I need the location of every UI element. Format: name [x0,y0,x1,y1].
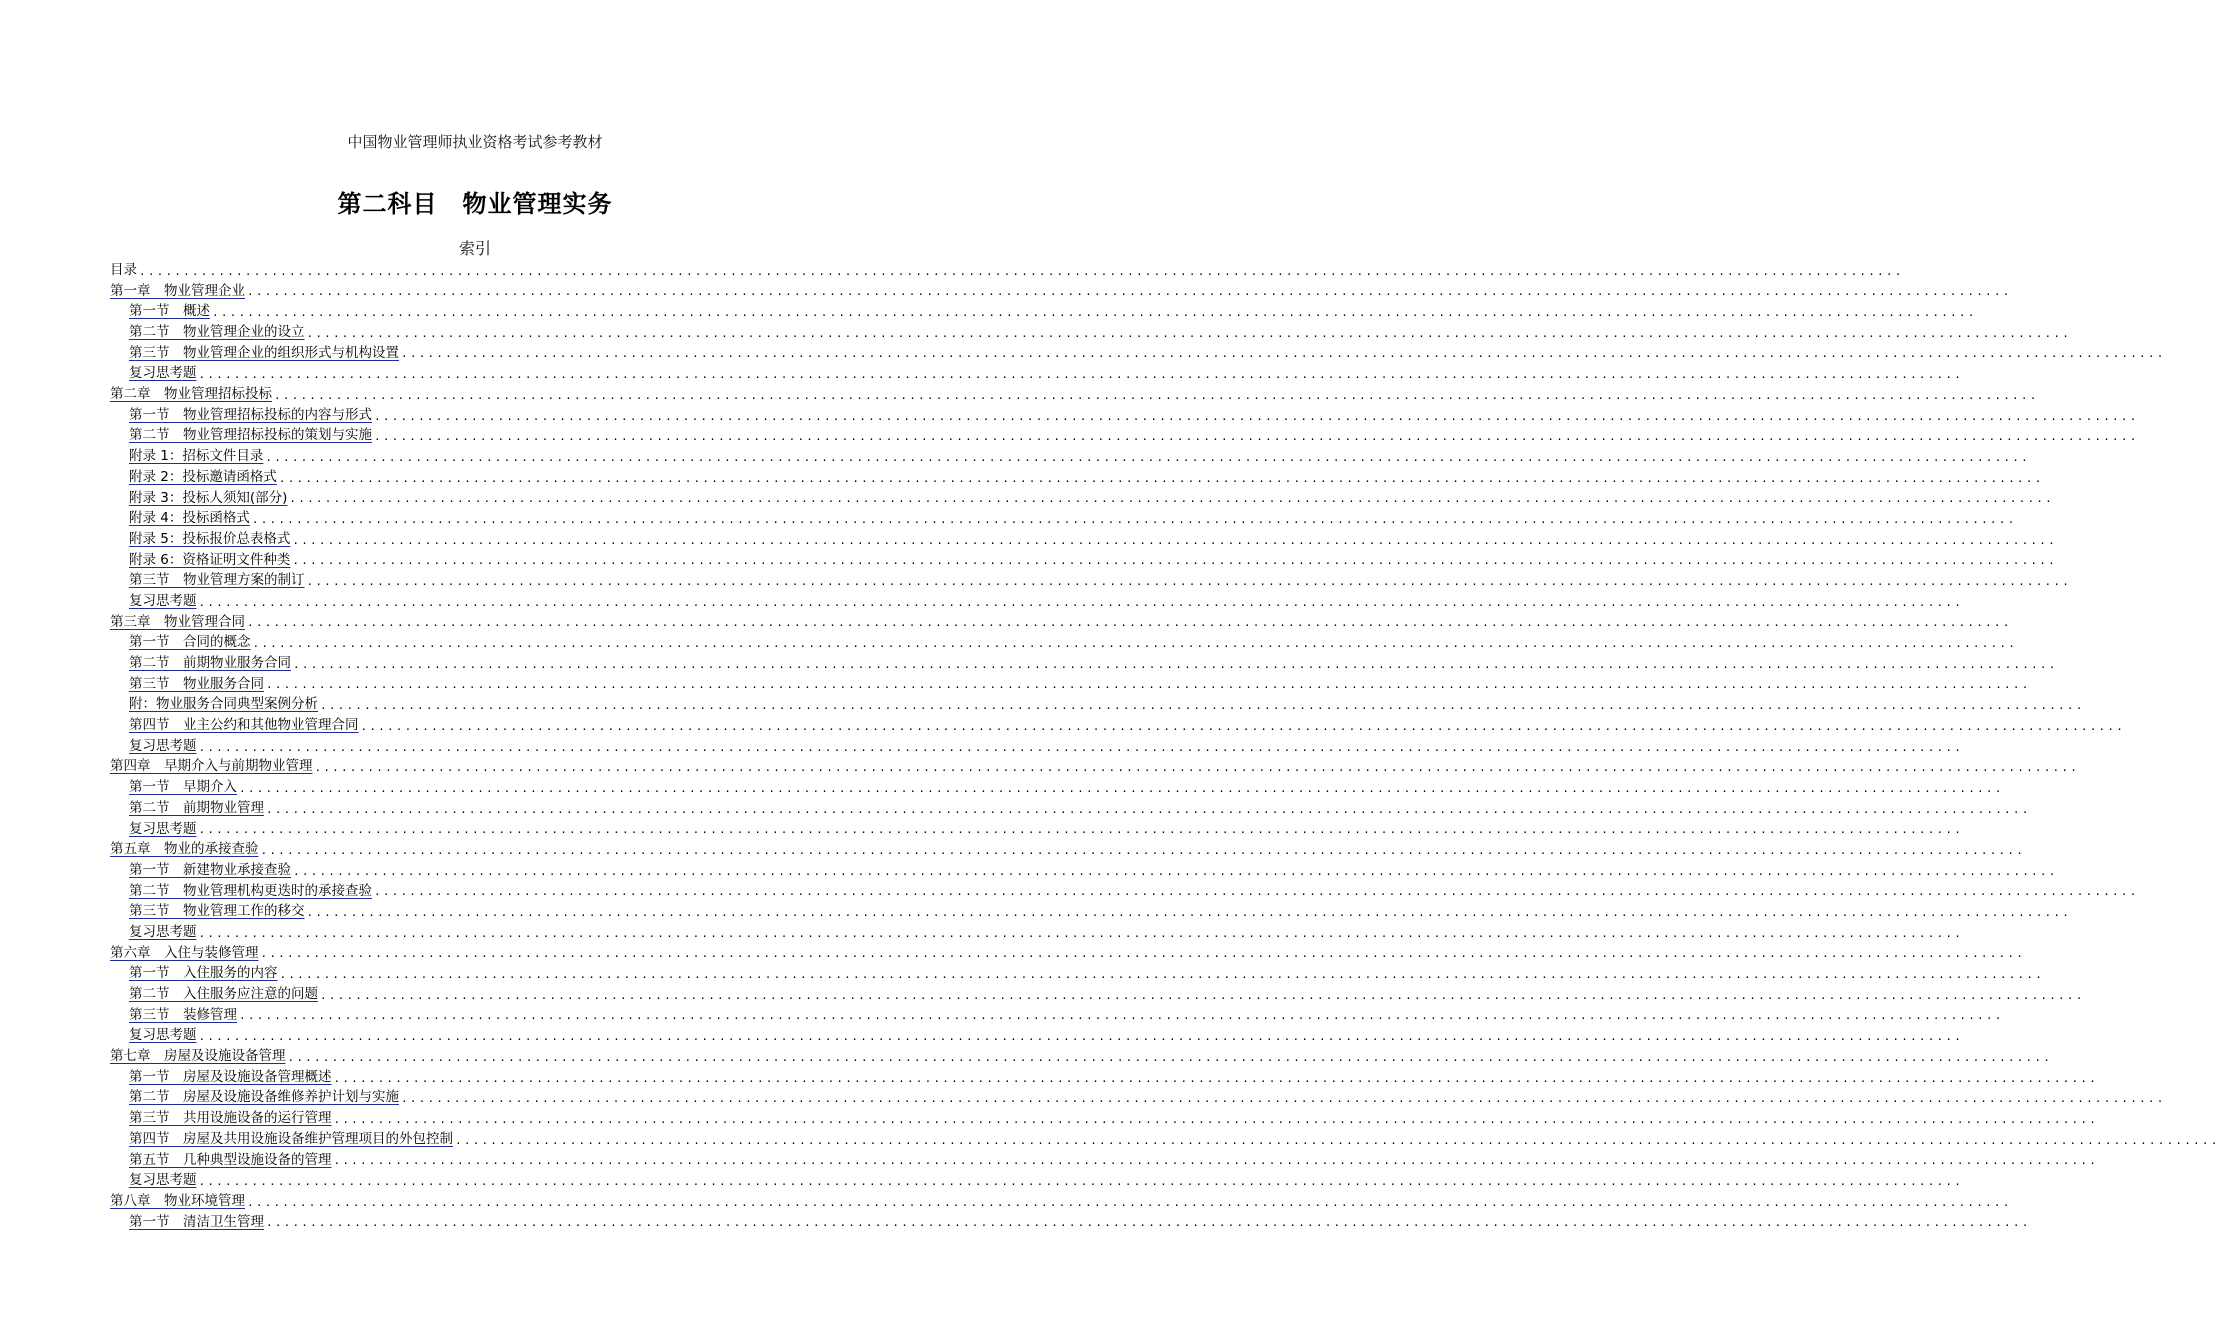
toc-section-row[interactable] [110,798,2031,819]
toc-link[interactable]: 第三节 物业管理方案的制订 [129,572,305,589]
toc-link[interactable]: 第一节 房屋及设施设备管理概述 [129,1068,332,1085]
toc-section-row[interactable] [110,322,2072,343]
toc-section-row[interactable] [110,860,2058,881]
toc-leader-dots: ........................................................................................................................................................................................................ [455,1133,2220,1147]
toc-section-row[interactable] [110,632,2018,653]
toc-leader-dots: ........................................................................................................................................................................................................ [279,968,2045,982]
toc-leader-dots: ........................................................................................................................................................................................................ [289,492,2054,506]
toc-chapter-row[interactable] [110,757,2080,778]
toc-link[interactable]: 第一节 早期介入 [129,779,237,796]
toc-link[interactable]: 第一节 概述 [129,303,210,320]
toc-leader-dots: ........................................................................................................................................................................................................ [247,616,2012,630]
table-of-contents [110,260,2220,1232]
toc-section-row[interactable] [110,901,2072,922]
toc-link[interactable]: 第二节 前期物业管理 [129,799,264,816]
toc-section-row[interactable] [110,881,2139,902]
toc-link[interactable]: 复习思考题 [129,365,197,382]
toc-leader-dots: ........................................................................................................................................................................................................ [239,1009,2004,1023]
toc-chapter-row[interactable] [110,1191,2012,1212]
index-heading: 索引 [458,239,491,258]
toc-leader-dots: ........................................................................................................................................................................................................ [374,430,2139,444]
toc-link[interactable]: 第六章 入住与装修管理 [110,944,259,961]
toc-section-row[interactable] [110,529,2057,550]
toc-section-row[interactable] [110,963,2045,984]
toc-section-row[interactable] [110,1212,2031,1233]
toc-leader-dots: ........................................................................................................................................................................................................ [320,988,2085,1002]
toc-chapter-row[interactable] [110,612,2012,633]
toc-link[interactable]: 第四节 房屋及共用设施设备维护管理项目的外包控制 [129,1130,453,1147]
toc-section-row[interactable] [110,777,2004,798]
toc-link[interactable]: 第五节 几种典型设施设备的管理 [129,1151,332,1168]
toc-leader-dots: ........................................................................................................................................................................................................ [239,781,2004,795]
document-header: 中国物业管理师执业资格考试参考教材 [347,133,603,151]
toc-section-row[interactable] [110,819,1964,840]
toc-leader-dots: ........................................................................................................................................................................................................ [247,1195,2012,1209]
toc-leader-dots: ........................................................................................................................................................................................................ [287,1050,2053,1064]
toc-leader-dots: ........................................................................................................................................................................................................ [260,843,2026,857]
toc-leader-dots: ........................................................................................................................................................................................................ [333,1112,2099,1126]
toc-section-row[interactable] [110,488,2054,509]
toc-section-row[interactable] [110,1150,2099,1171]
toc-link[interactable]: 第一节 物业管理招标投标的内容与形式 [129,406,372,423]
toc-link[interactable]: 第三节 物业服务合同 [129,675,264,692]
toc-leader-dots: ........................................................................................................................................................................................................ [198,1030,1964,1044]
toc-leader-dots: ........................................................................................................................................................................................................ [260,947,2026,961]
toc-section-row[interactable] [110,715,2126,736]
toc-leader-dots: ........................................................................................................................................................................................................ [401,1092,2166,1106]
toc-leader-dots: ........................................................................................................................................................................................................ [247,285,2012,299]
toc-link[interactable]: 附录 3：投标人须知(部分) [129,489,288,506]
toc-section-row[interactable] [110,550,2057,571]
toc-link[interactable]: 第一节 合同的概念 [129,634,251,651]
toc-link[interactable]: 附录 6：资格证明文件种类 [129,551,291,568]
toc-link[interactable]: 第二节 前期物业服务合同 [129,655,291,672]
toc-leader-dots: ........................................................................................................................................................................................................ [333,1071,2099,1085]
toc-label: 目录 [110,261,137,278]
toc-leader-dots: ........................................................................................................................................................................................................ [265,450,2030,464]
toc-leader-dots: ........................................................................................................................................................................................................ [198,823,1964,837]
toc-leader-dots: ........................................................................................................................................................................................................ [293,864,2058,878]
toc-section-row[interactable] [110,1088,2166,1109]
toc-chapter-row[interactable] [110,281,2012,302]
toc-chapter-row[interactable] [110,1046,2053,1067]
toc-link[interactable]: 复习思考题 [129,1172,197,1189]
toc-section-row[interactable] [110,1170,1964,1191]
toc-leader-dots: ........................................................................................................................................................................................................ [306,575,2072,588]
toc-section-row[interactable] [110,301,1977,322]
toc-leader-dots: ........................................................................................................................................................................................................ [306,906,2072,919]
toc-link[interactable]: 第二节 物业管理企业的设立 [129,324,305,341]
toc-link[interactable]: 第四节 业主公约和其他物业管理合同 [129,717,359,734]
toc-chapter-row[interactable] [110,384,2039,405]
toc-leader-dots: ........................................................................................................................................................................................................ [374,409,2139,423]
toc-leader-dots: ........................................................................................................................................................................................................ [333,1154,2099,1168]
toc-section-row[interactable] [110,343,2166,364]
toc-link[interactable]: 第三节 物业管理企业的组织形式与机构设置 [129,344,399,361]
toc-section-row[interactable] [110,591,1964,612]
toc-leader-dots: ........................................................................................................................................................................................................ [360,719,2126,733]
toc-section-row[interactable] [110,653,2058,674]
toc-section-row[interactable] [110,984,2085,1005]
toc-leader-dots: ........................................................................................................................................................................................................ [266,802,2031,816]
toc-leader-dots: ........................................................................................................................................................................................................ [278,471,2044,485]
toc-leader-dots: ........................................................................................................................................................................................................ [306,326,2072,340]
toc-link[interactable]: 复习思考题 [129,737,197,754]
toc-link[interactable]: 附：物业服务合同典型案例分析 [129,696,318,713]
toc-link[interactable]: 第三章 物业管理合同 [110,613,245,630]
toc-section-row[interactable] [110,1108,2099,1129]
toc-link[interactable]: 第三节 物业管理工作的移交 [129,903,305,920]
toc-link[interactable]: 第一节 新建物业承接查验 [129,861,291,878]
toc-section-row[interactable] [110,570,2072,591]
toc-section-row[interactable] [110,1005,2004,1026]
toc-link[interactable]: 第八章 物业环境管理 [110,1192,245,1209]
toc-section-row[interactable] [110,508,2017,529]
toc-chapter-row[interactable] [110,943,2026,964]
toc-section-row[interactable] [110,694,2085,715]
toc-section-row[interactable] [110,405,2139,426]
toc-leader-dots: ........................................................................................................................................................................................................ [320,699,2085,713]
toc-section-row[interactable] [110,736,1964,757]
toc-section-row[interactable] [110,922,1964,943]
toc-link[interactable]: 第二节 物业管理招标投标的策划与实施 [129,427,372,444]
toc-leader-dots: ........................................................................................................................................................................................................ [139,264,1904,278]
toc-link[interactable]: 第三节 装修管理 [129,1006,237,1023]
toc-leader-dots: ........................................................................................................................................................................................................ [198,926,1964,940]
toc-leader-dots: ........................................................................................................................................................................................................ [198,368,1964,382]
toc-section-row[interactable] [110,467,2044,488]
toc-chapter-row [110,260,1904,281]
toc-link[interactable]: 第一节 清洁卫生管理 [129,1213,264,1230]
toc-leader-dots: ........................................................................................................................................................................................................ [292,554,2057,568]
toc-chapter-row[interactable] [110,839,2026,860]
toc-link[interactable]: 第一章 物业管理企业 [110,282,245,299]
toc-link[interactable]: 复习思考题 [129,923,197,940]
toc-leader-dots: ........................................................................................................................................................................................................ [251,512,2017,526]
toc-section-row[interactable] [110,363,1964,384]
toc-link[interactable]: 附录 2：投标邀请函格式 [129,468,277,485]
toc-section-row[interactable] [110,1025,1964,1046]
toc-link[interactable]: 附录 1：招标文件目录 [129,448,264,465]
toc-section-row[interactable] [110,1129,2220,1150]
toc-leader-dots: ........................................................................................................................................................................................................ [266,1216,2031,1230]
toc-section-row[interactable] [110,674,2031,695]
page-title: 第二科目 物业管理实务 [337,190,613,218]
toc-link[interactable]: 第七章 房屋及设施设备管理 [110,1048,286,1065]
toc-link[interactable]: 第二节 房屋及设施设备维修养护计划与实施 [129,1089,399,1106]
toc-leader-dots: ........................................................................................................................................................................................................ [198,595,1964,609]
toc-link[interactable]: 第三节 共用设施设备的运行管理 [129,1110,332,1127]
toc-leader-dots: ........................................................................................................................................................................................................ [212,306,1977,320]
toc-link[interactable]: 复习思考题 [129,592,197,609]
toc-link[interactable]: 复习思考题 [129,1027,197,1044]
toc-link[interactable]: 第二节 入住服务应注意的问题 [129,986,318,1003]
toc-leader-dots: ........................................................................................................................................................................................................ [374,885,2139,899]
toc-leader-dots: ........................................................................................................................................................................................................ [293,657,2058,671]
toc-leader-dots: ........................................................................................................................................................................................................ [198,1174,1964,1188]
toc-link[interactable]: 第二章 物业管理招标投标 [110,386,272,403]
toc-leader-dots: ........................................................................................................................................................................................................ [314,761,2080,775]
toc-link[interactable]: 第二节 物业管理机构更迭时的承接查验 [129,882,372,899]
toc-link[interactable]: 复习思考题 [129,820,197,837]
toc-section-row[interactable] [110,426,2139,447]
toc-leader-dots: ........................................................................................................................................................................................................ [401,347,2166,361]
toc-leader-dots: ........................................................................................................................................................................................................ [266,678,2031,692]
toc-link[interactable]: 附录 5：投标报价总表格式 [129,530,291,547]
toc-link[interactable]: 附录 4：投标函格式 [129,510,250,527]
toc-section-row[interactable] [110,1067,2099,1088]
toc-leader-dots: ........................................................................................................................................................................................................ [292,533,2057,547]
toc-leader-dots: ........................................................................................................................................................................................................ [252,637,2018,651]
toc-section-row[interactable] [110,446,2030,467]
toc-link[interactable]: 第五章 物业的承接查验 [110,841,259,858]
toc-leader-dots: ........................................................................................................................................................................................................ [198,740,1964,754]
toc-link[interactable]: 第一节 入住服务的内容 [129,965,278,982]
toc-leader-dots: ........................................................................................................................................................................................................ [274,388,2039,402]
toc-link[interactable]: 第四章 早期介入与前期物业管理 [110,758,313,775]
